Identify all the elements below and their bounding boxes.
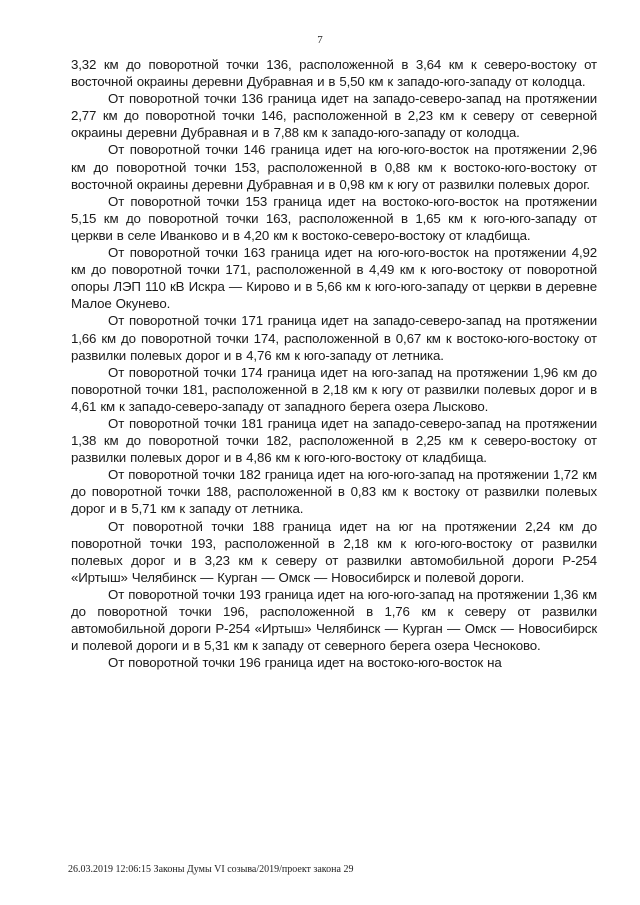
page-footer: 26.03.2019 12:06:15 Законы Думы VI созыва/2019/проект закона 29 bbox=[68, 864, 354, 875]
document-body bbox=[71, 56, 597, 671]
paragraph: От поворотной точки 174 граница идет на юго-запад на протяжении 1,96 км до поворотной точки 181, расположенной в 2,18 км к югу от развилки полевых дорог и в 4,61 км к западо-северо-западу от западного берега озера Лысково. bbox=[71, 364, 597, 414]
paragraph: От поворотной точки 182 граница идет на юго-юго-запад на протяжении 1,72 км до поворотной точки 188, расположенной в 0,83 км к востоку от развилки полевых дорог и в 5,71 км к западу от летника. bbox=[71, 467, 597, 517]
paragraph: 3,32 км до поворотной точки 136, расположенной в 3,64 км к северо-востоку от восточной окраины деревни Дубравная и в 5,50 км к западо-юго-западу от колодца. bbox=[71, 57, 597, 90]
page-number: 7 bbox=[317, 34, 323, 46]
paragraph: От поворотной точки 163 граница идет на юго-юго-восток на протяжении 4,92 км до поворотной точки 171, расположенной в 4,49 км к юго-востоку от поворотной опоры ЛЭП 110 кВ Искра — Кирово и в 5,66 км к юго-юго-западу от церкви в деревне Малое Окунево. bbox=[71, 245, 597, 312]
paragraph: От поворотной точки 188 граница идет на юг на протяжении 2,24 км до поворотной точки 193, расположенной в 2,18 км к юго-юго-востоку от развилки полевых дорог и в 3,23 км к северу от развилки автомобильной дороги Р-254 «Иртыш» Челябинск — Курган — Омск — Новосибирск и полевой дороги. bbox=[71, 518, 597, 585]
paragraph: От поворотной точки 153 граница идет на востоко-юго-восток на протяжении 5,15 км до поворотной точки 163, расположенной в 1,65 км к юго-юго-западу от церкви в селе Иванково и в 4,20 км к востоко-северо-востоку от кладбища. bbox=[71, 193, 597, 243]
paragraph: От поворотной точки 146 граница идет на юго-юго-восток на протяжении 2,96 км до поворотной точки 153, расположенной в 0,88 км к востоко-юго-востоку от восточной окраины деревни Дубравная и в 0,98 км к югу от развилки полевых дорог. bbox=[71, 142, 597, 192]
paragraph: От поворотной точки 136 граница идет на западо-северо-запад на протяжении 2,77 км до поворотной точки 146, расположенной в 2,23 км к северу от северной окраины деревни Дубравная и в 7,88 км к западо-юго-западу от колодца. bbox=[71, 91, 597, 141]
paragraph: От поворотной точки 171 граница идет на западо-северо-запад на протяжении 1,66 км до поворотной точки 174, расположенной в 0,67 км к востоко-юго-востоку от развилки полевых дорог и в 4,76 км к юго-западу от летника. bbox=[71, 313, 597, 363]
paragraph: От поворотной точки 193 граница идет на юго-юго-запад на протяжении 1,36 км до поворотной точки 196, расположенной в 1,76 км к северу от развилки автомобильной дороги Р-254 «Иртыш» Челябинск — Курган — Омск — Новосибирск и полевой дороги и в 5,31 км к западу от северного берега озера Чесноково. bbox=[71, 586, 597, 654]
paragraph: От поворотной точки 181 граница идет на западо-северо-запад на протяжении 1,38 км до поворотной точки 182, расположенной в 2,25 км к северо-востоку от развилки полевых дорог и в 4,86 км к юго-юго-востоку от кладбища. bbox=[71, 415, 597, 466]
paragraph: От поворотной точки 196 граница идет на востоко-юго-восток на bbox=[108, 655, 502, 671]
